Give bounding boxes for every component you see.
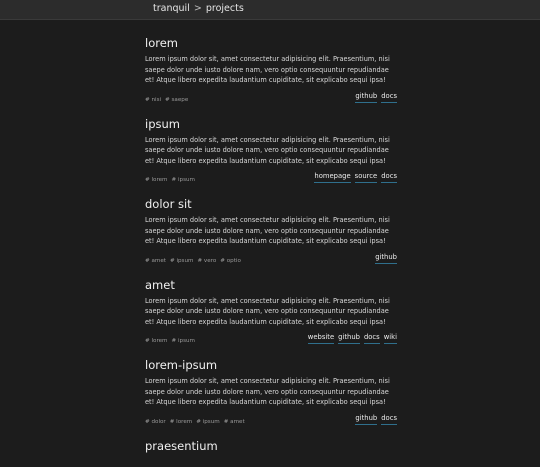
tag[interactable]: # lorem	[145, 177, 168, 183]
project-list	[145, 36, 397, 467]
tag[interactable]: # lorem	[145, 338, 168, 344]
link-list	[355, 414, 397, 425]
project-link-github[interactable]: github	[338, 333, 360, 344]
project-link-docs[interactable]: docs	[381, 414, 397, 425]
tag[interactable]: # amet	[145, 257, 166, 264]
tag[interactable]: # ipsum	[169, 257, 194, 264]
tag[interactable]: # ipsum	[196, 418, 220, 425]
project-link-source[interactable]: source	[355, 172, 378, 183]
project-title: amet	[145, 277, 175, 292]
link-list	[355, 92, 397, 103]
breadcrumb-current-page: projects	[205, 3, 244, 14]
project-entry	[145, 36, 397, 103]
breadcrumb-separator: >	[193, 3, 202, 14]
project-meta	[145, 332, 397, 344]
project-description: Lorem ipsum dolor sit, amet consectetur adipisicing elit. Praesentium, nisi saepe dolor unde iusto dolore nam, vero optio consequuntur repudiandae et! Atque libero expedita laudantium cupiditate, sit explicabo sequi ipsa!	[145, 55, 390, 84]
project-description: Lorem ipsum dolor sit, amet consectetur adipisicing elit. Praesentium, nisi saepe dolor unde iusto dolore nam, vero optio consequuntur repudiandae et! Atque libero expedita laudantium cupiditate, sit explicabo sequi ipsa!	[145, 135, 390, 165]
project-title: dolor sit	[145, 197, 192, 211]
tag[interactable]: # amet	[223, 418, 245, 425]
project-title: lorem-ipsum	[145, 358, 218, 372]
breadcrumb-site-link[interactable]: tranquil	[153, 3, 190, 14]
project-title: praesentium	[145, 438, 218, 453]
project-link-docs[interactable]: docs	[381, 172, 397, 183]
link-list	[308, 333, 397, 344]
project-title: ipsum	[145, 116, 180, 131]
project-meta	[145, 171, 397, 183]
tag[interactable]: # ipsum	[171, 338, 195, 344]
project-link-docs[interactable]: docs	[381, 92, 397, 103]
tag[interactable]: # lorem	[169, 418, 193, 425]
project-link-github[interactable]: github	[355, 92, 377, 103]
project-meta	[145, 91, 397, 103]
tag[interactable]: # nisi	[145, 96, 162, 103]
project-entry	[145, 117, 397, 184]
project-entry	[145, 197, 397, 264]
project-meta	[145, 252, 397, 264]
project-link-github[interactable]: github	[375, 253, 397, 264]
tag[interactable]: # saepe	[165, 96, 189, 103]
tag-list	[145, 419, 245, 425]
tag-list	[145, 97, 188, 103]
project-description: Lorem ipsum dolor sit, amet consectetur adipisicing elit. Praesentium, nisi saepe dolor unde iusto dolore nam, vero optio consequuntur repudiandae et! Atque libero expedita laudantium cupiditate, sit explicabo sequi ipsa!	[145, 296, 390, 326]
project-link-wiki[interactable]: wiki	[384, 333, 397, 344]
top-bar	[0, 0, 540, 20]
tag-list	[145, 177, 195, 183]
project-entry	[145, 278, 397, 345]
tag-list	[145, 338, 195, 344]
tag[interactable]: # vero	[197, 257, 217, 264]
project-link-website[interactable]: website	[308, 333, 334, 344]
project-link-homepage[interactable]: homepage	[314, 172, 350, 183]
project-entry	[145, 439, 397, 453]
project-entry	[145, 358, 397, 425]
project-description: Lorem ipsum dolor sit, amet consectetur adipisicing elit. Praesentium, nisi saepe dolor unde iusto dolore nam, vero optio consequuntur repudiandae et! Atque libero expedita laudantium cupiditate, sit explicabo sequi ipsa!	[145, 216, 390, 245]
project-link-docs[interactable]: docs	[364, 333, 380, 344]
project-description: Lorem ipsum dolor sit, amet consectetur adipisicing elit. Praesentium, nisi saepe dolor unde iusto dolore nam, vero optio consequuntur repudiandae et! Atque libero expedita laudantium cupiditate, sit explicabo sequi ipsa!	[145, 377, 390, 406]
link-list	[375, 253, 397, 264]
tag[interactable]: # optio	[220, 257, 241, 264]
project-title: lorem	[145, 36, 178, 50]
tag[interactable]: # dolor	[145, 418, 166, 425]
tag-list	[145, 258, 241, 264]
breadcrumb	[153, 3, 244, 14]
project-meta	[145, 413, 397, 425]
link-list	[314, 172, 397, 183]
tag[interactable]: # ipsum	[171, 177, 195, 183]
project-link-github[interactable]: github	[355, 414, 377, 425]
